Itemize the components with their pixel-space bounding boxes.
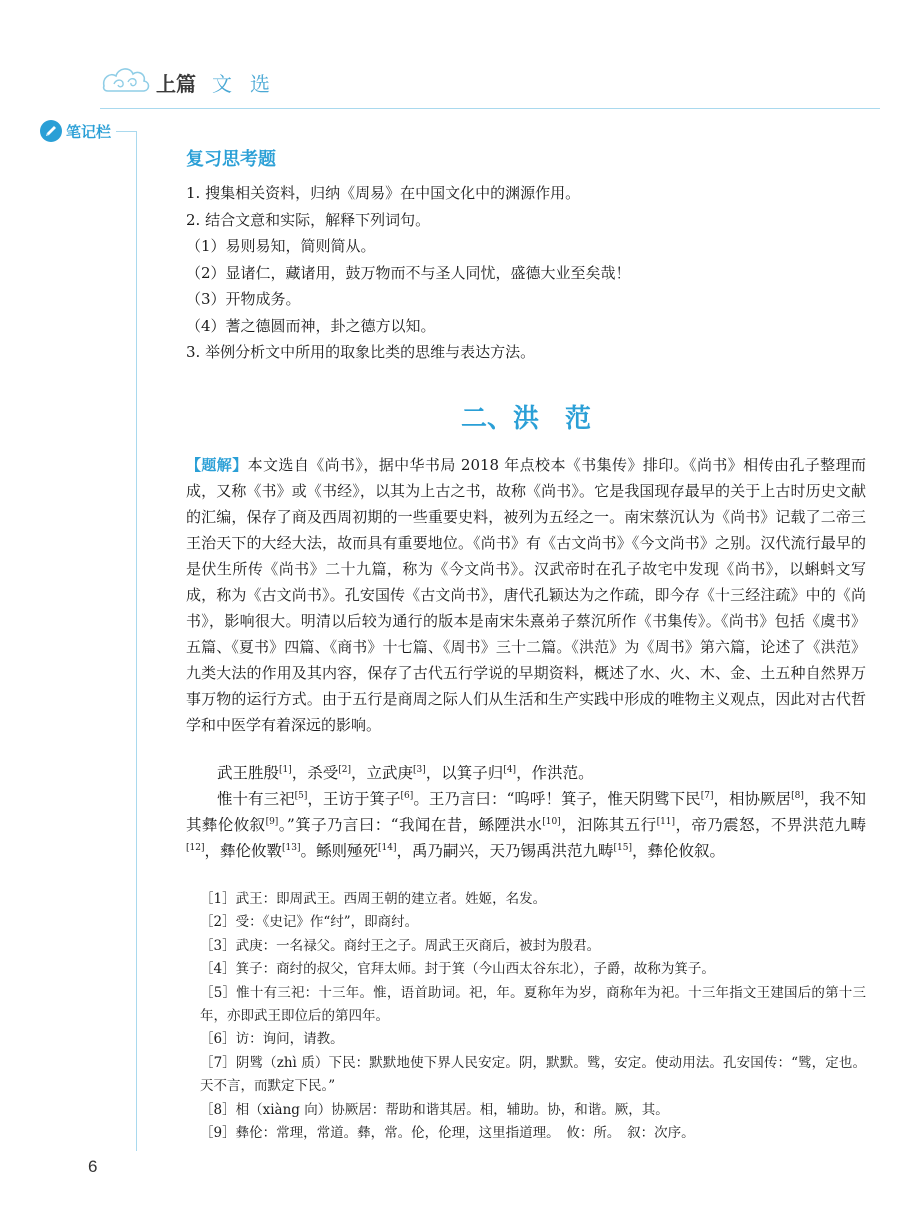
notes-column-rule — [116, 131, 136, 132]
header-rule — [100, 108, 880, 109]
footnote-ref: [12] — [186, 843, 205, 853]
text-run: 。”箕子乃言曰：“我闻在昔，鲧陻洪水 — [278, 816, 543, 834]
text-run: 惟十有三祀 — [217, 790, 295, 808]
footnote-ref: [7] — [700, 791, 714, 801]
footnote: ［5］惟十有三祀：十三年。惟，语首助词。祀，年。夏称年为岁，商称年为祀。十三年指文王建国后的第十三年，亦即武王即位后的第四年。 — [200, 984, 866, 1025]
page-header — [100, 60, 880, 100]
footnote: ［3］武庚：一名禄父。商纣王之子。周武王灭商后，被封为殷君。 — [200, 937, 601, 954]
review-item: 3. 举例分析文中所用的取象比类的思维与表达方法。 — [186, 343, 536, 361]
footnote-ref: [1] — [279, 765, 292, 775]
text-run: ，禹乃嗣兴，天乃锡禹洪范九畴 — [396, 842, 614, 860]
text-run: 武王胜殷 — [217, 764, 280, 782]
text-run: ，我不知其彝伦攸叙 — [186, 790, 866, 834]
text-run: ，相协厥居 — [713, 790, 792, 808]
intro-text: 本文选自《尚书》，据中华书局 2018 年点校本《书集传》排印。《尚书》相传由孔子整理而成，又称《书》或《书经》，以其为上古之书，故称《尚书》。它是我国现存最早的关于上古时历史文献的汇编，保存了商及西周初期的一些重要史料，被列为五经之一。南宋蔡沉认为《尚书》记载了二帝三王治天下的大经大法，故而具有重要地位。《尚书》有《古文尚书》《今文尚书》之别。汉代流行最早的是伏生所传《尚书》二十九篇，称为《今文尚书》。汉武帝时在孔子故宅中发现《尚书》，以蝌蚪文写成，称为《古文尚书》。孔安国传《古文尚书》，唐代孔颖达为之作疏，即今存《十三经注疏》中的《尚书》，影响很大。明清以后较为通行的版本是南宋朱熹弟子蔡沉所作《书集传》。《尚书》包括《虞书》五篇、《夏书》四篇、《商书》十七篇、《周书》三十二篇。《洪范》为《周书》第六篇，论述了《洪范》九类大法的作用及其内容，保存了古代五行学说的早期资料，概述了水、火、木、金、土五种自然界万事万物的运行方式。由于五行是商周之际人们从生活和生产实践中形成的唯物主义观点，因此对古代哲学和中医学有着深远的影响。 — [186, 456, 866, 734]
cloud-ornament-icon — [100, 62, 152, 96]
footnote: ［1］武王：即周武王。西周王朝的建立者。姓姬，名发。 — [200, 891, 547, 907]
footnote-ref: [6] — [400, 791, 414, 801]
footnote: ［6］访：询问，请教。 — [200, 1031, 344, 1048]
text-run: ，以箕子归 — [425, 764, 504, 782]
footnote-ref: [11] — [656, 817, 676, 827]
footnote-ref: [14] — [378, 843, 397, 853]
text-run: ，汩陈其五行 — [560, 816, 657, 834]
notes-column-label: 笔记栏 — [66, 122, 112, 141]
notes-column-badge — [40, 120, 111, 142]
review-item: （3）开物成务。 — [186, 290, 301, 308]
footnote-ref: [3] — [413, 765, 426, 775]
footnote-ref: [4] — [503, 765, 517, 775]
footnote: ［7］阴骘（zhì 质）下民：默默地使下界人民安定。阴，默默。骘，安定。使动用法。孔安国传：“骘，定也。天不言，而默定下民。” — [200, 1054, 866, 1095]
footnote: ［2］受：《史记》作“纣”，即商纣。 — [200, 914, 419, 931]
text-run: ，杀受 — [291, 764, 339, 782]
footnote: ［4］箕子：商纣的叔父，官拜太师。封于箕（今山西太谷东北），子爵，故称为箕子。 — [200, 961, 715, 978]
page-number: 6 — [88, 1157, 98, 1176]
intro-paragraph — [186, 452, 866, 738]
text-run: ，作洪范。 — [516, 764, 594, 782]
footnote: ［9］彝伦：常理，常道。彝，常。伦，伦理，这里指道理。 攸：所。 叙：次序。 — [200, 1125, 695, 1142]
footnotes — [186, 888, 866, 1145]
text-run: ，王访于箕子 — [307, 790, 401, 808]
text-run: ，彝伦攸斁 — [204, 842, 282, 860]
section-title: 二、洪 范 — [460, 404, 591, 434]
notes-column-divider — [136, 131, 137, 1151]
footnote-ref: [13] — [282, 843, 301, 853]
header-title — [156, 68, 288, 97]
text-run: ，彝伦攸叙。 — [631, 842, 725, 860]
footnote-ref: [15] — [613, 843, 632, 853]
main-paragraph-2 — [186, 786, 866, 864]
text-run: ，立武庚 — [351, 764, 414, 782]
footnote: ［8］相（xiàng 向）协厥居：帮助和谐其居。相，辅助。协，和谐。厥，其。 — [200, 1101, 669, 1118]
footnote-ref: [9] — [265, 817, 279, 827]
intro-tag: 【题解】 — [186, 456, 248, 474]
header-section: 文选 — [212, 72, 288, 96]
text-run: ，帝乃震怒，不畀洪范九畴 — [675, 816, 866, 834]
review-item: 2. 结合文意和实际，解释下列词句。 — [186, 210, 431, 229]
review-item: （4）蓍之德圆而神，卦之德方以知。 — [186, 316, 436, 335]
text-run: 。王乃言曰：“呜呼！箕子，惟天阴骘下民 — [413, 790, 701, 808]
text-run: 。鲧则殛死 — [300, 842, 378, 860]
main-paragraph-1 — [186, 760, 866, 786]
review-title: 复习思考题 — [186, 149, 276, 170]
review-item: 1. 搜集相关资料，归纳《周易》在中国文化中的渊源作用。 — [186, 184, 581, 202]
footnote-ref: [5] — [294, 791, 308, 801]
pencil-icon — [40, 120, 62, 142]
footnote-ref: [2] — [338, 765, 352, 775]
header-part: 上篇 — [156, 72, 196, 96]
footnote-ref: [8] — [791, 791, 804, 801]
review-questions — [186, 180, 806, 366]
review-item: （2）显诸仁，藏诸用，鼓万物而不与圣人同忧，盛德大业至矣哉！ — [186, 263, 631, 282]
footnote-ref: [10] — [542, 817, 561, 827]
review-item: （1）易则易知，简则简从。 — [186, 237, 376, 255]
main-text — [186, 760, 866, 864]
